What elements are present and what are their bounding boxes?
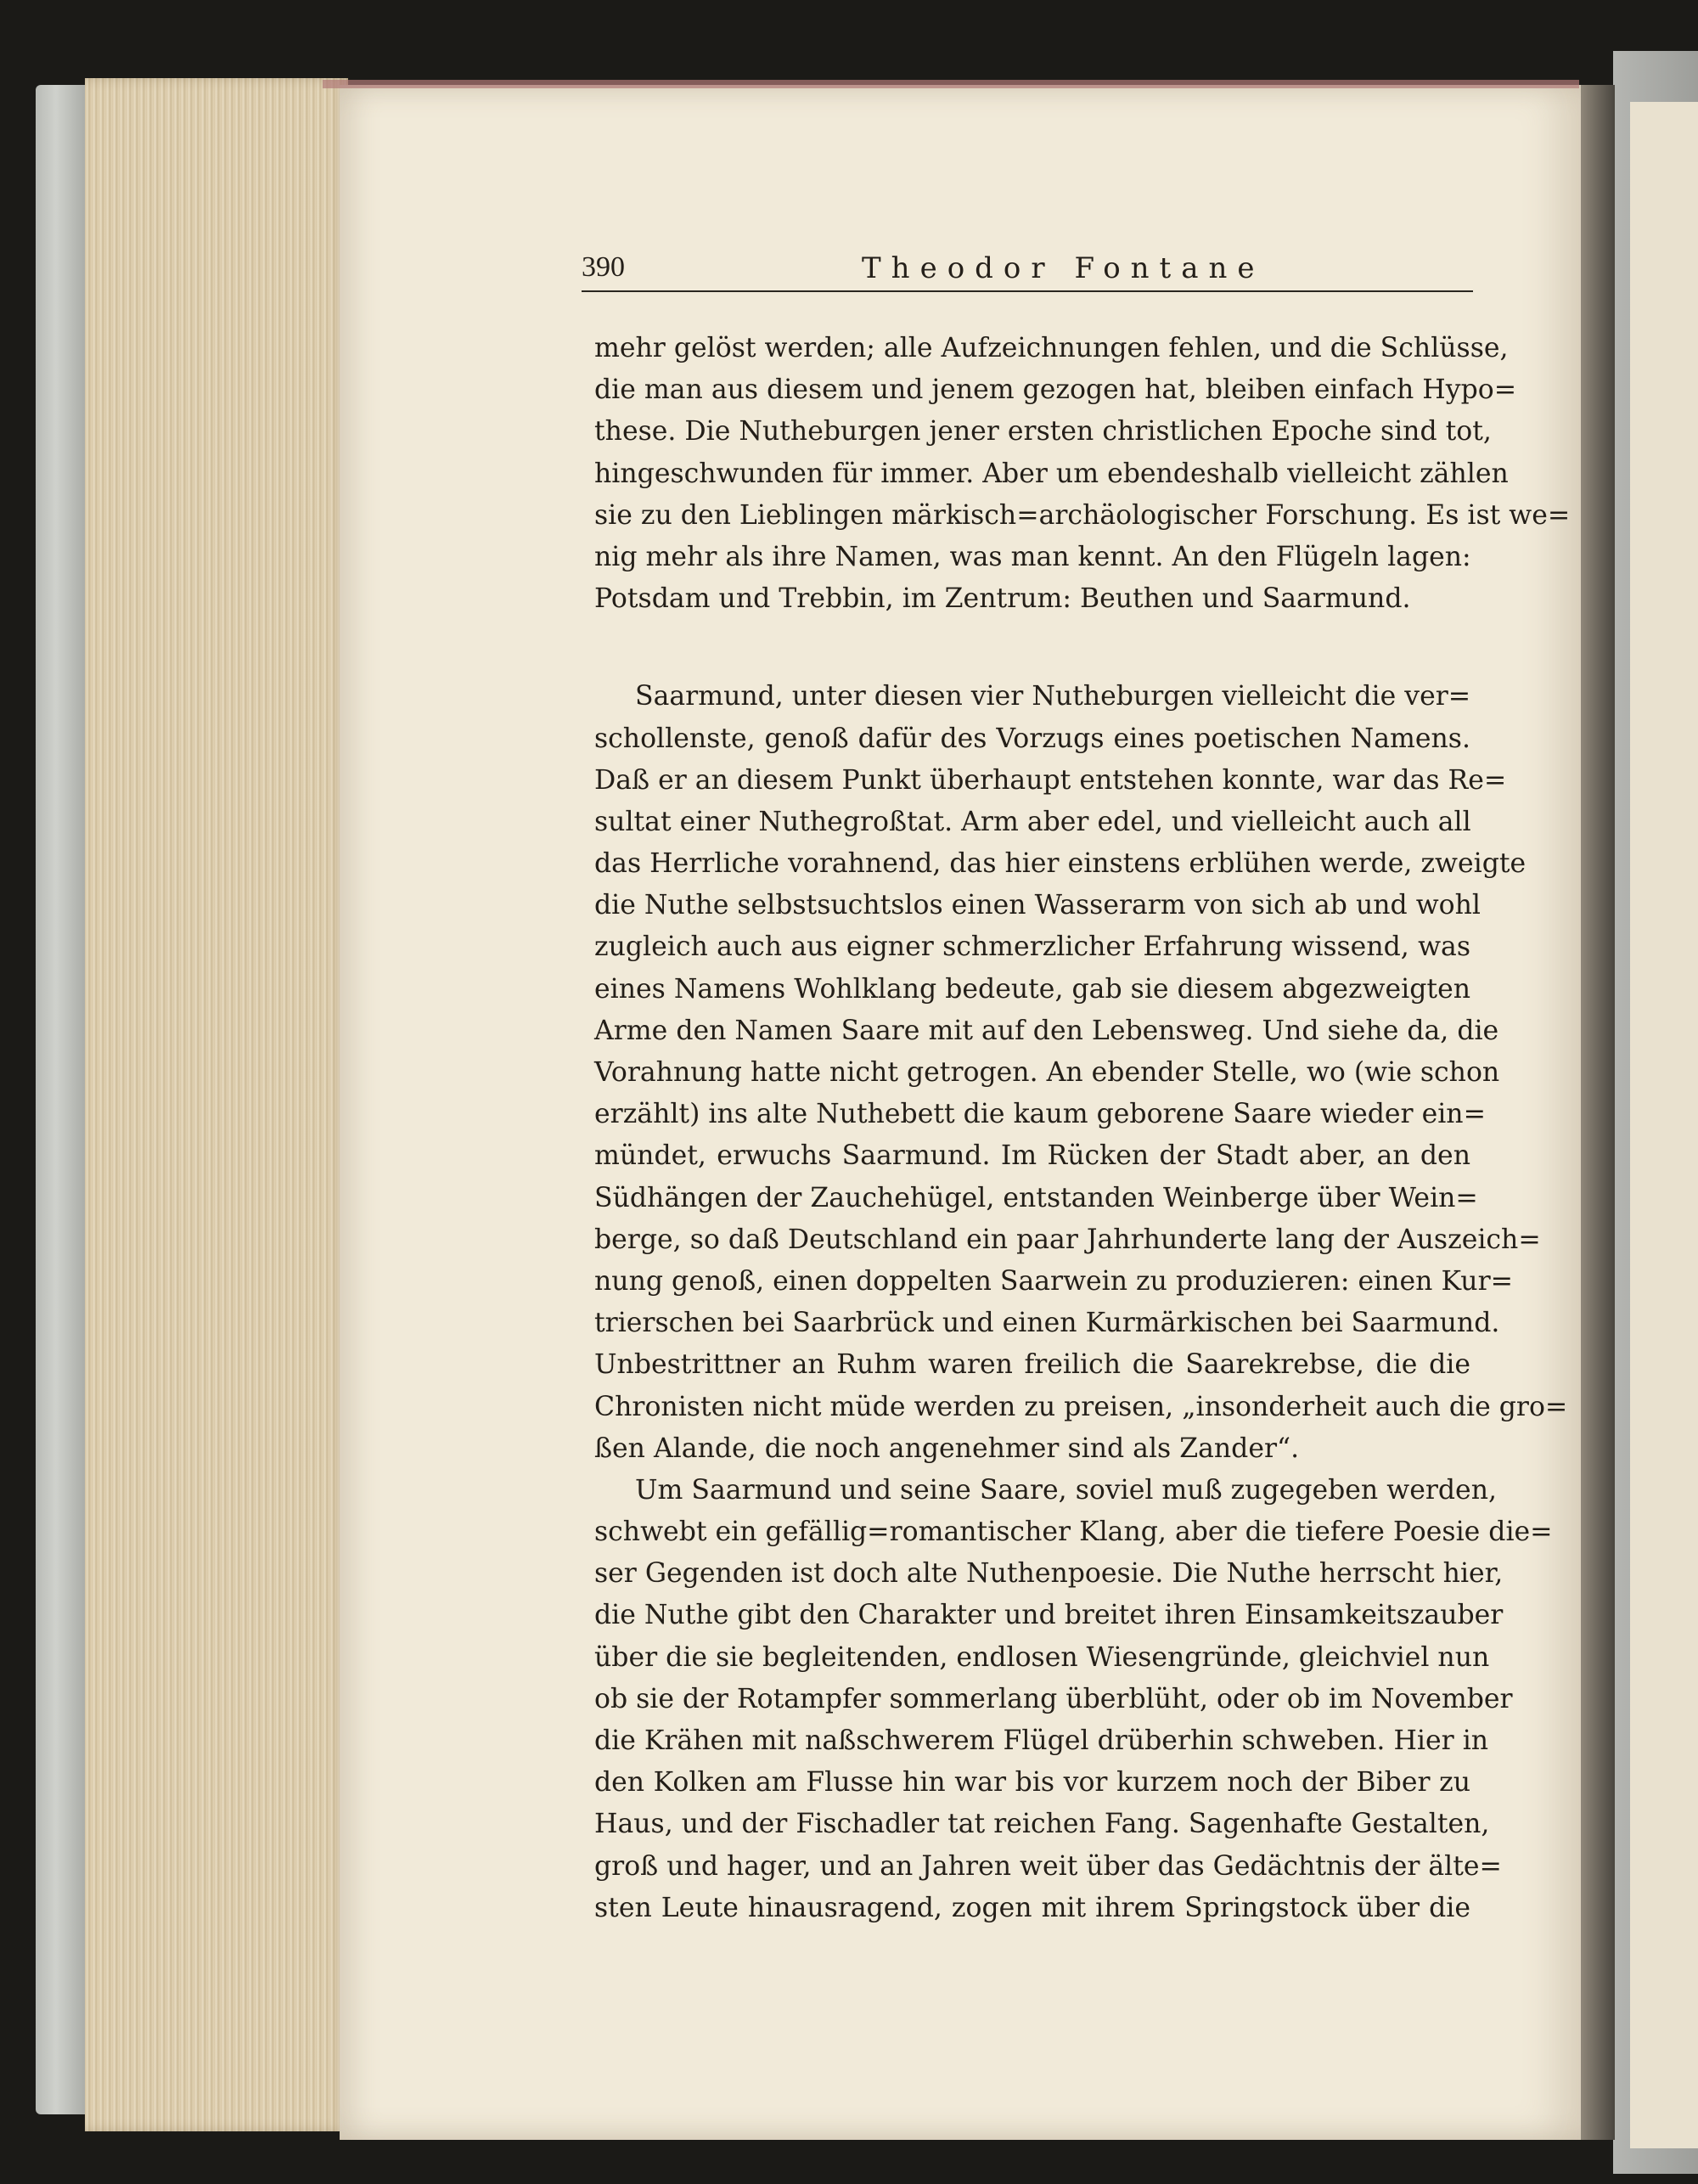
text-line: ßen Alande, die noch angenehmer sind als Zander“.	[594, 1433, 1300, 1464]
text-line: hingeschwunden für immer. Aber um ebendeshalb vielleicht zählen	[594, 458, 1509, 489]
text-line: nung genoß, einen doppelten Saarwein zu produzieren: einen Kur=	[594, 1265, 1514, 1297]
text-line: nig mehr als ihre Namen, was man kennt. An den Flügeln lagen:	[594, 541, 1471, 572]
text-line: eines Namens Wohlklang bedeute, gab sie diesem abgezweigten	[594, 973, 1470, 1005]
paragraph	[594, 676, 1568, 1470]
text-line: Unbestrittner an Ruhm waren freilich die Saarekrebse, die die	[594, 1349, 1470, 1381]
text-line: die Nuthe selbstsuchtslos einen Wasserarm von sich ab und wohl	[594, 890, 1481, 921]
text-line: das Herrliche vorahnend, das hier einstens erblühen werde, zweigte	[594, 848, 1527, 880]
text-line: Saarmund, unter diesen vier Nutheburgen vielleicht die ver=	[635, 681, 1471, 712]
text-line: ob sie der Rotampfer sommerlang überblüht, oder ob im November	[594, 1683, 1513, 1714]
text-line: schwebt ein gefällig=romantischer Klang, aber die tiefere Poesie die=	[594, 1517, 1553, 1548]
text-line: ser Gegenden ist doch alte Nuthenpoesie. Die Nuthe herrscht hier,	[594, 1558, 1504, 1590]
paragraph	[594, 1470, 1553, 1929]
running-title: Theodor Fontane	[862, 251, 1265, 285]
paragraph	[594, 328, 1571, 620]
text-line: sultat einer Nuthegroßtat. Arm aber edel, und vielleicht auch all	[594, 806, 1471, 837]
page-top-edge	[323, 80, 1579, 88]
facing-page-edge	[1630, 102, 1698, 2148]
text-line: Vorahnung hatte nicht getrogen. An ebender Stelle, wo (wie schon	[594, 1057, 1500, 1088]
book-cover-left	[36, 85, 87, 2114]
text-line: Daß er an diesem Punkt überhaupt entstehen konnte, war das Re=	[594, 764, 1507, 796]
text-line: zugleich auch aus eigner schmerzlicher Erfahrung wissend, was	[594, 932, 1470, 963]
text-line: mündet, erwuchs Saarmund. Im Rücken der Stadt aber, an den	[594, 1140, 1470, 1172]
text-line: sten Leute hinausragend, zogen mit ihrem Springstock über die	[594, 1892, 1470, 1923]
text-line: Chronisten nicht müde werden zu preisen, „insonderheit auch die gro=	[594, 1391, 1568, 1422]
page-number: 390	[582, 251, 625, 283]
text-line: Um Saarmund und seine Saare, soviel muß zugegeben werden,	[635, 1474, 1497, 1506]
text-line: these. Die Nutheburgen jener ersten christlichen Epoche sind tot,	[594, 416, 1492, 447]
text-line: mehr gelöst werden; alle Aufzeichnungen fehlen, und die Schlüsse,	[594, 333, 1509, 363]
page-stack-edge	[85, 78, 348, 2131]
text-line: den Kolken am Flusse hin war bis vor kurzem noch der Biber zu	[594, 1767, 1470, 1798]
text-line: trierschen bei Saarbrück und einen Kurmärkischen bei Saarmund.	[594, 1308, 1500, 1339]
text-line: die Nuthe gibt den Charakter und breitet ihren Einsamkeitszauber	[594, 1600, 1504, 1631]
body-text	[594, 328, 1571, 1929]
text-line: über die sie begleitenden, endlosen Wiesengründe, gleichviel nun	[594, 1641, 1490, 1673]
running-header	[582, 248, 1473, 292]
text-line: die man aus diesem und jenem gezogen hat, bleiben einfach Hypo=	[594, 374, 1517, 406]
text-line: sie zu den Lieblingen märkisch=archäologischer Forschung. Es ist we=	[594, 499, 1571, 531]
text-line: erzählt) ins alte Nuthebett die kaum geborene Saare wieder ein=	[594, 1099, 1486, 1130]
text-line: Potsdam und Trebbin, im Zentrum: Beuthen und Saarmund.	[594, 583, 1411, 615]
text-line: Arme den Namen Saare mit auf den Lebensweg. Und siehe da, die	[594, 1015, 1499, 1046]
text-line: groß und hager, und an Jahren weit über das Gedächtnis der älte=	[594, 1850, 1502, 1882]
paragraph-gap	[594, 620, 1470, 676]
text-line: schollenste, genoß dafür des Vorzugs eines poetischen Namens.	[594, 723, 1470, 754]
text-line: die Krähen mit naßschwerem Flügel drüberhin schweben. Hier in	[594, 1725, 1489, 1756]
text-line: Haus, und der Fischadler tat reichen Fang. Sagenhafte Gestalten,	[594, 1809, 1490, 1840]
text-line: Südhängen der Zauchehügel, entstanden Weinberge über Wein=	[594, 1182, 1478, 1213]
text-line: berge, so daß Deutschland ein paar Jahrhunderte lang der Auszeich=	[594, 1224, 1541, 1255]
book-gutter	[1581, 85, 1615, 2140]
